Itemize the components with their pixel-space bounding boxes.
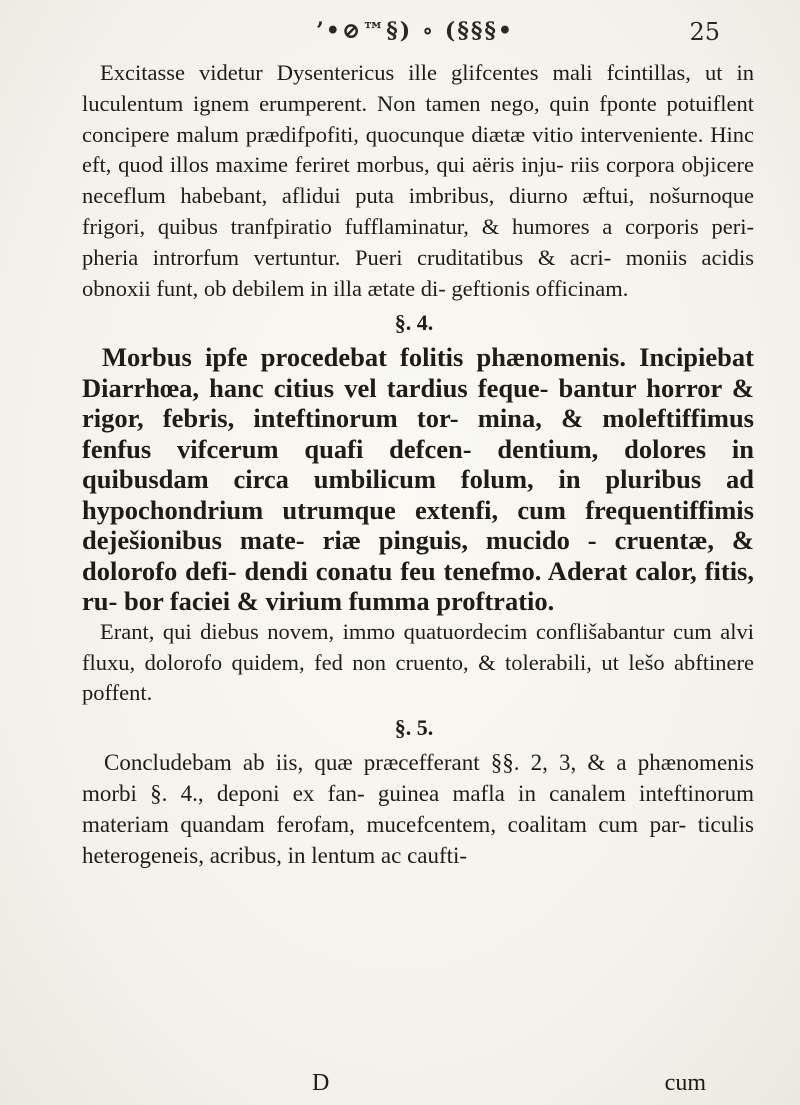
header-ornament: ’•⊘™§) ∘ (§§§• — [316, 18, 514, 44]
paragraph-symptoms: Morbus ipfe procedebat folitis phænomenis. Incipiebat Diarrhœa, hanc citius vel tardius feque- bantur horror & rigor, febris, inteftinorum tor- mina, & moleftiffimus fenfus vifcerum quafi defcen- dentium, dolores in quibusdam circa umbilicum folum, in pluribus ad hypochondrium utrumque extenfi, cum frequentiffimis deješionibus mate- riæ pinguis, mucido - cruentæ, & dolorofo defi- dendi conatu feu tenefmo. Aderat calor, fitis, ru- bor faciei & virium fumma proftratio. — [82, 342, 754, 617]
body-text — [82, 58, 754, 871]
section-mark-4: §. 4. — [394, 310, 434, 336]
section-mark-5: §. 5. — [394, 715, 434, 741]
printer-signature: D — [312, 1070, 330, 1096]
running-header — [0, 12, 800, 52]
paragraph-duration: Erant, qui diebus novem, immo quatuordecim conflišabantur cum alvi fluxu, dolorofo quidem, fed non cruento, & tolerabili, ut lešo abftinere poffent. — [82, 618, 754, 706]
page-number: 25 — [689, 18, 720, 46]
page-footer — [0, 1070, 800, 1100]
catchword: cum — [664, 1070, 706, 1096]
paragraph-conclusion: Concludebam ab iis, quæ præcefferant §§. 2, 3, & a phænomenis morbi §. 4., deponi ex fan- guinea mafla in canalem inteftinorum materiam quandam ferofam, mucefcentem, coalitam cum par- ticulis heterogeneis, acribus, in lentum ac caufti- — [82, 750, 754, 869]
paragraph-dysentery-causes: Excitasse videtur Dysentericus ille glifcentes mali fcintillas, ut in luculentum ignem erumperent. Non tamen nego, quin fponte potuiflent concipere malum prædifpofiti, quocunque diætæ vitio interveniente. Hinc eft, quod illos maxime feriret morbus, qui aëris inju- riis corpora objicere neceflum habebant, aflidui puta imbribus, diurno æftui, nošurnoque frigori, quibus tranfpiratio fufflaminatur, & humores a corporis peri- pheria introrfum vertuntur. Pueri cruditatibus & acri- moniis acidis obnoxii funt, ob debilem in illa ætate di- geftionis officinam. — [82, 60, 754, 301]
